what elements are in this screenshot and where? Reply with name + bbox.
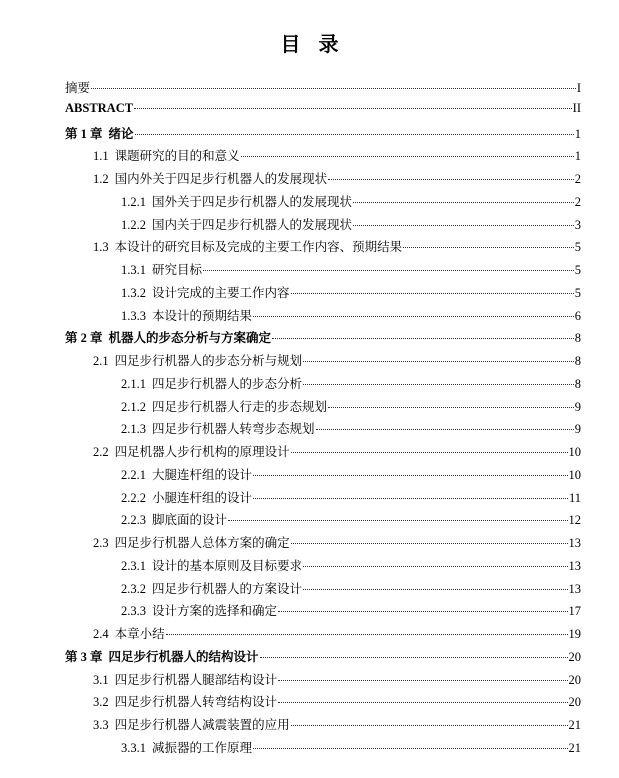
toc-entry-number: 3.3 bbox=[93, 718, 109, 732]
toc-entry-label bbox=[121, 556, 302, 574]
toc-entry-label bbox=[121, 738, 252, 756]
toc-entry-page: 9 bbox=[574, 422, 581, 437]
toc-entry-label bbox=[93, 715, 290, 733]
toc-entry-number: 2.1.3 bbox=[121, 422, 146, 437]
toc-entry[interactable] bbox=[65, 306, 581, 329]
toc-entry-text: 减振器的工作原理 bbox=[152, 740, 253, 755]
toc-entry[interactable] bbox=[65, 647, 581, 670]
toc-entry-number: 1.3.3 bbox=[121, 308, 146, 323]
toc-entry-text: 绪论 bbox=[108, 126, 134, 141]
toc-entry[interactable] bbox=[65, 351, 581, 374]
toc-entry-page: 6 bbox=[574, 308, 581, 323]
toc-entry-page: 5 bbox=[574, 285, 581, 300]
toc-entry-page: 5 bbox=[574, 240, 581, 255]
toc-entry[interactable] bbox=[65, 510, 581, 533]
toc-entry[interactable] bbox=[65, 488, 581, 511]
toc-entry[interactable] bbox=[65, 215, 581, 238]
toc-entry-page: 8 bbox=[574, 376, 581, 391]
toc-entry-page: I bbox=[576, 81, 581, 95]
toc-entry-label bbox=[65, 328, 271, 346]
toc-entry-label bbox=[121, 397, 327, 415]
toc-entry-number: 2.3.2 bbox=[121, 581, 146, 596]
toc-entry-text: 小腿连杆组的设计 bbox=[152, 490, 253, 505]
toc-entry-label bbox=[93, 670, 277, 688]
toc-entry-page: 13 bbox=[568, 536, 581, 550]
toc-entry[interactable] bbox=[65, 692, 581, 715]
toc-entry-number: 1.2 bbox=[93, 172, 109, 186]
toc-entry-number: 1.3 bbox=[93, 240, 109, 255]
toc-entry-label bbox=[121, 579, 302, 597]
toc-entry-number: 2.3.3 bbox=[121, 604, 146, 619]
toc-entry-text: 四足步行机器人的结构设计 bbox=[108, 649, 259, 664]
toc-entry-label bbox=[93, 442, 290, 460]
toc-entry-page: 2 bbox=[574, 194, 581, 209]
dot-leader bbox=[303, 384, 574, 385]
toc-entry-label bbox=[121, 419, 315, 437]
toc-entry-number: 2.2.3 bbox=[121, 513, 146, 528]
toc-entry-label bbox=[65, 101, 133, 116]
toc-entry[interactable] bbox=[65, 260, 581, 283]
dot-leader bbox=[272, 338, 574, 339]
toc-entry-number: 3.2 bbox=[93, 695, 109, 710]
toc-entry-number: 2.3.1 bbox=[121, 558, 146, 573]
toc-entry-page: II bbox=[572, 100, 581, 115]
toc-entry-label bbox=[93, 624, 165, 642]
toc-entry-number: 2.3 bbox=[93, 536, 109, 550]
toc-entry-text: 本设计的预期结果 bbox=[152, 308, 253, 323]
toc-entry-label bbox=[121, 306, 252, 324]
dot-leader bbox=[260, 657, 568, 658]
toc-entry-page: 1 bbox=[574, 126, 581, 141]
toc-entry-label bbox=[93, 351, 302, 369]
toc-entry-label bbox=[65, 647, 259, 665]
dot-leader bbox=[303, 566, 567, 567]
toc-entry-number: 3.3.1 bbox=[121, 740, 146, 755]
toc-entry-text: 国内关于四足步行机器人的发展现状 bbox=[152, 217, 353, 232]
toc-entry-text: 四足步行机器人转弯步态规划 bbox=[152, 422, 315, 437]
dot-leader bbox=[166, 634, 568, 635]
toc-entry-page: 20 bbox=[568, 695, 581, 710]
dot-leader bbox=[253, 316, 574, 317]
toc-entry-page: 20 bbox=[568, 649, 581, 664]
dot-leader bbox=[278, 611, 567, 612]
toc-entry-page: 17 bbox=[568, 604, 581, 619]
toc-entry-page: 11 bbox=[568, 490, 581, 505]
toc-entry[interactable] bbox=[65, 579, 581, 602]
toc-entry-text: 设计的基本原则及目标要求 bbox=[152, 558, 303, 573]
dot-leader bbox=[253, 748, 567, 749]
toc-entry[interactable] bbox=[65, 101, 581, 124]
dot-leader bbox=[291, 543, 568, 544]
toc-entry-text: 设计完成的主要工作内容 bbox=[152, 285, 290, 300]
toc-entry-label bbox=[121, 465, 252, 483]
toc-entry[interactable] bbox=[65, 465, 581, 488]
toc-entry-number: 3.1 bbox=[93, 672, 109, 687]
toc-entry-number: 第 3 章 bbox=[65, 649, 103, 664]
toc-entry-page: 13 bbox=[568, 558, 581, 573]
toc-entry-page: 19 bbox=[568, 627, 581, 641]
table-of-contents bbox=[65, 78, 581, 761]
dot-leader bbox=[228, 520, 567, 521]
toc-entry-number: 1.1 bbox=[93, 149, 109, 164]
toc-entry-number: 2.2.1 bbox=[121, 467, 146, 482]
toc-entry[interactable] bbox=[65, 670, 581, 693]
dot-leader bbox=[291, 725, 568, 726]
toc-entry-label bbox=[121, 601, 277, 619]
toc-entry-page: 5 bbox=[574, 263, 581, 277]
toc-entry-text: 国内外关于四足步行机器人的发展现状 bbox=[114, 172, 328, 186]
toc-entry-page: 21 bbox=[568, 740, 581, 755]
toc-entry-label bbox=[93, 146, 240, 164]
toc-entry-page: 1 bbox=[574, 149, 581, 164]
toc-entry-text: 脚底面的设计 bbox=[152, 513, 228, 528]
toc-entry-label bbox=[121, 488, 252, 506]
dot-leader bbox=[328, 407, 574, 408]
toc-entry-text: 四足机器人步行机构的原理设计 bbox=[114, 445, 290, 459]
toc-entry-text: 本章小结 bbox=[114, 627, 165, 641]
toc-entry-text: 机器人的步态分析与方案确定 bbox=[108, 331, 272, 346]
toc-entry-text: 四足步行机器人腿部结构设计 bbox=[114, 672, 278, 687]
dot-leader bbox=[253, 475, 567, 476]
toc-entry-number: 1.2.1 bbox=[121, 194, 146, 209]
toc-entry[interactable] bbox=[65, 146, 581, 169]
dot-leader bbox=[241, 156, 574, 157]
toc-entry[interactable] bbox=[65, 328, 581, 351]
toc-entry[interactable] bbox=[65, 397, 581, 420]
toc-entry-page: 20 bbox=[568, 672, 581, 687]
toc-entry-page: 10 bbox=[568, 445, 581, 459]
toc-entry[interactable] bbox=[65, 738, 581, 761]
toc-entry-number: 2.1.2 bbox=[121, 399, 146, 414]
toc-entry-text: 设计方案的选择和确定 bbox=[152, 604, 278, 619]
toc-title: 目录 bbox=[280, 32, 357, 56]
toc-entry-label bbox=[121, 510, 227, 528]
toc-entry-page: 12 bbox=[568, 513, 581, 528]
toc-entry[interactable] bbox=[65, 78, 581, 101]
toc-entry-text: 四足步行机器人总体方案的确定 bbox=[114, 536, 290, 550]
toc-entry-number: 2.4 bbox=[93, 627, 109, 641]
toc-entry[interactable] bbox=[65, 556, 581, 579]
dot-leader bbox=[135, 134, 574, 135]
dot-leader bbox=[134, 108, 572, 109]
toc-entry-label bbox=[93, 533, 290, 551]
dot-leader bbox=[353, 225, 574, 226]
toc-entry-text: 四足步行机器人的步态分析 bbox=[152, 376, 303, 391]
toc-entry[interactable] bbox=[65, 624, 581, 647]
toc-entry-text: 课题研究的目的和意义 bbox=[114, 149, 240, 164]
toc-entry-label bbox=[121, 283, 290, 301]
dot-leader bbox=[303, 589, 567, 590]
toc-entry[interactable] bbox=[65, 601, 581, 624]
toc-entry[interactable] bbox=[65, 237, 581, 260]
toc-entry-page: 10 bbox=[568, 467, 581, 482]
dot-leader bbox=[291, 293, 574, 294]
toc-entry-text: 四足步行机器人行走的步态规划 bbox=[152, 399, 328, 414]
toc-entry-label bbox=[65, 78, 90, 96]
toc-entry-label bbox=[121, 260, 202, 278]
toc-entry-page: 8 bbox=[574, 331, 581, 346]
toc-entry[interactable] bbox=[65, 533, 581, 556]
dot-leader bbox=[316, 429, 574, 430]
dot-leader bbox=[403, 247, 574, 248]
toc-entry[interactable] bbox=[65, 419, 581, 442]
toc-entry-label bbox=[65, 124, 134, 142]
toc-entry-number: 1.2.2 bbox=[121, 217, 146, 232]
toc-entry[interactable] bbox=[65, 124, 581, 147]
dot-leader bbox=[278, 702, 567, 703]
toc-entry-label bbox=[93, 692, 277, 710]
toc-entry-number: 2.1.1 bbox=[121, 376, 146, 391]
toc-entry-text: 本设计的研究目标及完成的主要工作内容、预期结果 bbox=[114, 240, 403, 255]
toc-entry[interactable] bbox=[65, 283, 581, 306]
toc-entry-page: 2 bbox=[574, 172, 581, 186]
dot-leader bbox=[353, 202, 574, 203]
toc-entry-label bbox=[93, 169, 327, 187]
toc-entry-text: ABSTRACT bbox=[65, 100, 134, 115]
toc-entry-text: 四足步行机器人的步态分析与规划 bbox=[114, 354, 303, 368]
toc-entry-number: 1.3.1 bbox=[121, 263, 146, 277]
toc-entry-text: 四足步行机器人的方案设计 bbox=[152, 581, 303, 596]
toc-entry-number: 第 2 章 bbox=[65, 331, 103, 346]
toc-entry-text: 研究目标 bbox=[152, 263, 203, 277]
toc-entry-text: 四足步行机器人减震装置的应用 bbox=[114, 718, 290, 732]
toc-entry-text: 大腿连杆组的设计 bbox=[152, 467, 253, 482]
toc-entry-page: 13 bbox=[568, 581, 581, 596]
toc-entry-page: 9 bbox=[574, 399, 581, 414]
toc-entry-text: 四足步行机器人转弯结构设计 bbox=[114, 695, 278, 710]
toc-entry-label bbox=[121, 374, 302, 392]
toc-entry-number: 2.2.2 bbox=[121, 490, 146, 505]
toc-entry-text: 国外关于四足步行机器人的发展现状 bbox=[152, 194, 353, 209]
toc-entry[interactable] bbox=[65, 442, 581, 465]
toc-entry-page: 21 bbox=[568, 718, 581, 732]
dot-leader bbox=[91, 88, 576, 89]
dot-leader bbox=[303, 361, 574, 362]
dot-leader bbox=[203, 270, 574, 271]
toc-entry-page: 8 bbox=[574, 354, 581, 368]
toc-entry-number: 2.2 bbox=[93, 445, 109, 459]
toc-entry-label bbox=[93, 237, 402, 255]
toc-entry-number: 2.1 bbox=[93, 354, 109, 368]
toc-entry-number: 第 1 章 bbox=[65, 126, 103, 141]
dot-leader bbox=[291, 452, 568, 453]
toc-entry[interactable] bbox=[65, 169, 581, 192]
toc-entry[interactable] bbox=[65, 374, 581, 397]
toc-entry-label bbox=[121, 192, 352, 210]
dot-leader bbox=[328, 179, 574, 180]
toc-entry-page: 3 bbox=[574, 217, 581, 232]
toc-entry-label bbox=[121, 215, 352, 233]
toc-entry-number: 1.3.2 bbox=[121, 285, 146, 300]
dot-leader bbox=[278, 680, 567, 681]
toc-entry[interactable] bbox=[65, 715, 581, 738]
toc-entry[interactable] bbox=[65, 192, 581, 215]
dot-leader bbox=[253, 498, 568, 499]
toc-entry-text: 摘要 bbox=[65, 81, 91, 95]
